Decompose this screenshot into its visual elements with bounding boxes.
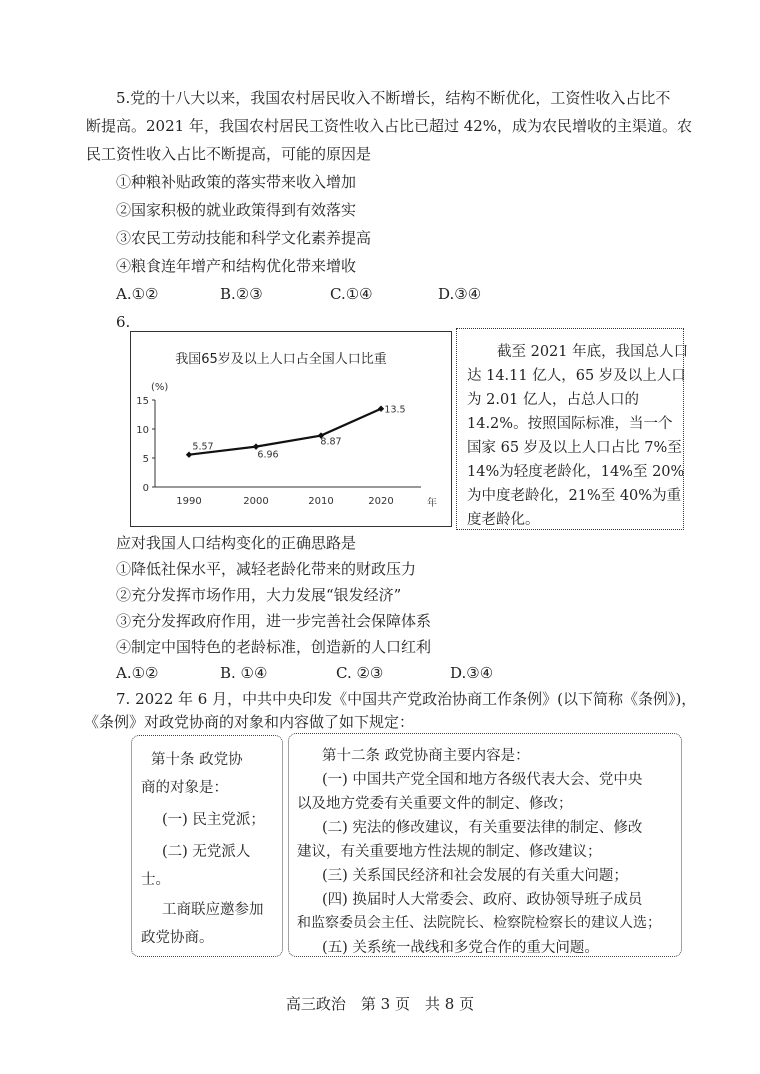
q5-item-2: ②国家积极的就业政策得到有效落实 <box>116 201 357 219</box>
data-label: 13.5 <box>384 404 406 416</box>
population-chart <box>130 331 452 527</box>
q6-number: 6. <box>116 313 131 331</box>
note-line-8: 度老龄化。 <box>467 512 540 528</box>
note-line-4: 14.2%。按照国际标准，当一个 <box>467 416 673 432</box>
data-point <box>378 406 384 412</box>
chart-svg <box>131 332 450 525</box>
q6-stem: 应对我国人口结构变化的正确思路是 <box>116 534 357 552</box>
art12-line-1: 第十二条 政党协商主要内容是： <box>322 748 530 764</box>
q5-option-d[interactable]: D.③④ <box>438 285 482 303</box>
art12-line-2: (一) 中国共产党全国和地方各级代表大会、党中央 <box>322 772 643 788</box>
q5-stem-line-3: 民工资性收入占比不断提高，可能的原因是 <box>86 145 372 163</box>
y-tick-label: 15 <box>136 396 149 407</box>
population-note-box <box>456 328 689 530</box>
art10-line-6: 工商联应邀参加 <box>162 902 264 918</box>
q5-item-3: ③农民工劳动技能和科学文化素养提高 <box>116 229 372 247</box>
x-tick-label: 2010 <box>308 496 334 507</box>
x-tick-label: 1990 <box>176 496 202 507</box>
q5-option-a[interactable]: A.①② <box>116 285 159 303</box>
chart-series <box>186 405 406 461</box>
art12-line-3: 以及地方党委有关重要文件的制定、修改； <box>297 796 573 812</box>
art10-line-4: (二) 无党派人 <box>162 844 251 860</box>
article-12-box <box>288 733 682 957</box>
art10-line-2: 商的对象是： <box>141 780 228 796</box>
q6-option-b[interactable]: B. ①④ <box>220 664 268 682</box>
art10-line-1: 第十条 政党协 <box>151 752 243 768</box>
q6-item-4: ④制定中国特色的老龄标准，创造新的人口红利 <box>116 638 432 656</box>
y-tick-label: 0 <box>142 483 149 494</box>
data-point <box>186 451 192 457</box>
q6-option-c[interactable]: C. ②③ <box>336 664 384 682</box>
q6-option-a[interactable]: A.①② <box>116 664 159 682</box>
q5-stem-line-1: 5.党的十八大以来，我国农村居民收入不断增长，结构不断优化，工资性收入占比不 <box>116 89 671 107</box>
note-line-3: 为 2.01 亿人，占总人口的 <box>467 392 640 408</box>
art12-line-4: (二) 宪法的修改建议，有关重要法律的制定、修改 <box>322 820 643 836</box>
y-tick-label: 5 <box>142 454 149 465</box>
article-10-box <box>131 735 283 957</box>
data-label: 8.87 <box>320 436 342 448</box>
q5-option-b[interactable]: B.②③ <box>220 285 263 303</box>
data-label: 5.57 <box>192 441 214 453</box>
q6-item-3: ③充分发挥政府作用，进一步完善社会保障体系 <box>116 612 432 630</box>
art12-line-5: 建议，有关重要地方性法规的制定、修改建议； <box>297 844 602 860</box>
art10-line-3: (一) 民主党派； <box>162 812 265 828</box>
q6-options <box>116 663 493 683</box>
note-line-7: 为中度老龄化，21%至 40%为重 <box>467 488 682 504</box>
y-tick-label: 10 <box>136 425 149 436</box>
q5-item-4: ④粮食连年增产和结构优化带来增收 <box>116 257 357 275</box>
page-footer: 高三政治 第 3 页 共 8 页 <box>285 995 475 1013</box>
q5-option-c[interactable]: C.①④ <box>330 285 373 303</box>
note-line-1: 截至 2021 年底，我国总人口 <box>497 344 689 360</box>
series-line <box>189 409 381 455</box>
art10-line-5: 士。 <box>141 872 170 888</box>
q6-option-d[interactable]: D.③④ <box>450 664 494 682</box>
art12-line-7: (四) 换届时人大常委会、政府、政协领导班子成员 <box>322 892 643 908</box>
q5-options <box>116 284 481 304</box>
note-line-6: 14%为轻度老龄化，14%至 20% <box>467 464 685 480</box>
q6-item-1: ①降低社保水平，减轻老龄化带来的财政压力 <box>116 560 417 578</box>
q7-stem-line-2: 《条例》对政党协商的对象和内容做了如下规定： <box>84 713 415 731</box>
note-line-5: 国家 65 岁及以上人口占比 7%至 <box>467 440 682 456</box>
q6-item-2: ②充分发挥市场作用，大力发展“银发经济” <box>116 586 402 604</box>
chart-x-unit: 年 <box>427 498 437 509</box>
x-tick-label: 2000 <box>243 496 269 507</box>
q5-stem-line-2: 断提高。2021 年，我国农村居民工资性收入占比已超过 42%，成为农民增收的主渠道。农 <box>86 117 693 135</box>
art12-line-6: (三) 关系国民经济和社会发展的有关重大问题； <box>322 868 628 884</box>
chart-title: 我国65岁及以上人口占全国人口比重 <box>175 352 387 367</box>
chart-y-unit: (%) <box>151 382 169 393</box>
data-label: 6.96 <box>257 449 279 461</box>
q5-item-1: ①种粮补贴政策的落实带来收入增加 <box>116 173 357 191</box>
note-line-2: 达 14.11 亿人，65 岁及以上人口 <box>467 368 686 384</box>
x-tick-label: 2020 <box>368 496 394 507</box>
art12-line-8: 和监察委员会主任、法院院长、检察院检察长的建议人选； <box>297 915 661 931</box>
q7-stem-line-1: 7. 2022 年 6 月，中共中央印发《中国共产党政治协商工作条例》(以下简称《条例》)， <box>116 690 697 708</box>
art10-line-7: 政党协商。 <box>141 930 214 946</box>
art12-line-9: (五) 关系统一战线和多党合作的重大问题。 <box>322 940 599 956</box>
